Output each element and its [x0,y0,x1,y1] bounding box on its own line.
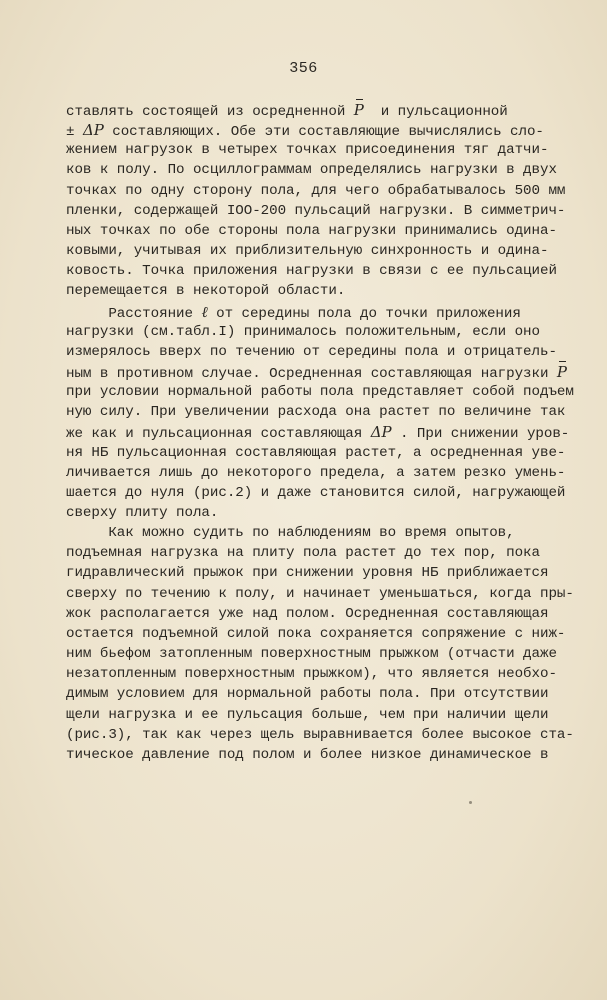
text-line [66,221,557,241]
text-line [66,241,548,261]
text-run: ним бьефом затопленным поверхностным прыжком (отчасти даже [66,646,557,663]
text-run: же как и пульсационная составляющая [66,426,371,443]
text-run: при условии нормальной работы пола представляет собой подъем [66,384,574,401]
text-line [66,362,567,384]
text-line [66,604,548,624]
text-line [66,463,565,483]
text-run: димым условием для нормальной работы пола. При отсутствии [66,686,549,703]
text-line [66,322,540,342]
text-line [66,624,565,644]
text-line [66,483,565,503]
text-line [66,302,521,324]
text-run: ков к полу. По осциллограммам определялись нагрузки в двух [66,162,557,179]
text-line [66,745,548,765]
text-run: сверху по течению к полу, и начинает уменьшаться, когда пры- [66,585,574,602]
text-run: ковость. Точка приложения нагрузки в связи с ее пульсацией [66,263,557,280]
math-symbol: ℓ [201,302,208,321]
text-line [66,100,508,122]
text-run: и пульсационной [363,104,508,120]
page-number: 356 [289,60,318,77]
text-run: ных точках по обе стороны пола нагрузки принимались одина- [66,222,557,239]
text-run: измерялось вверх по течению от середины пола и отрицатель- [66,343,557,360]
text-run: жением нагрузок в четырех точках присоединения тяг датчи- [66,142,549,159]
text-line [66,281,345,301]
text-run: щели нагрузка и ее пульсация больше, чем при наличии щели [66,706,549,723]
text-run: ± [66,124,83,141]
text-line [66,342,557,362]
text-run: подъемная нагрузка на плиту пола растет до тех пор, пока [66,545,540,562]
text-run: точках по одну сторону пола, для чего обрабатывалось 500 мм [66,182,566,199]
text-run: шается до нуля (рис.2) и даже становится силой, нагружающей [66,484,566,501]
text-line [66,725,574,745]
text-line [66,523,515,543]
text-run: незатопленным поверхностным прыжком), что является необхо- [66,666,557,683]
text-run: от середины пола до точки приложения [207,305,521,322]
text-line [66,664,557,684]
text-run: ставлять состоящей из осредненной [66,104,354,120]
text-run: Расстояние [66,305,202,322]
text-line [66,705,548,725]
text-run: остается подъемной силой пока сохраняется сопряжение с ниж- [66,625,566,642]
text-line [66,644,557,664]
text-line [66,382,574,402]
text-run: составляющих. Обе эти составляющие вычислялись сло- [103,124,544,141]
text-line [66,201,565,221]
text-line [66,443,565,463]
text-run: . При снижении уров- [391,426,570,443]
text-run: Как можно судить по наблюдениям во время опытов, [66,525,515,542]
text-run: ня НБ пульсационная составляющая растет, а осредненная уве- [66,444,566,461]
text-run: нагрузки (см.табл.I) принималось положительным, если оно [66,323,540,340]
text-line [66,563,548,583]
math-symbol: P [556,362,567,381]
paper-speck [469,801,472,804]
text-line [66,422,569,444]
text-run: тическое давление под полом и более низкое динамическое в [66,746,549,763]
math-symbol: ΔP [82,121,104,140]
text-line [66,584,574,604]
text-line [66,684,548,704]
math-symbol: P [353,101,364,119]
text-run: ным в противном случае. Осредненная составляющая нагрузки [66,365,557,382]
text-line [66,160,557,180]
text-line [66,140,548,160]
text-run: сверху плиту пола. [66,505,219,521]
math-symbol: ΔP [370,423,392,442]
text-run: жок располагается уже над полом. Осредненная составляющая [66,605,549,622]
text-line [66,261,557,281]
text-run: перемещается в некоторой области. [66,283,346,300]
text-run: пленки, содержащей IOO-200 пульсаций нагрузки. В симметрич- [66,202,566,219]
text-run: (рис.3), так как через щель выравнивается более высокое ста- [66,726,574,743]
text-line [66,120,544,142]
text-line [66,543,540,563]
text-line [66,402,565,422]
text-line [66,503,218,523]
text-run: ковыми, учитывая их приблизительную синхронность и одина- [66,243,549,260]
text-line [66,181,565,201]
text-run: ную силу. При увеличении расхода она растет по величине так [66,404,566,421]
text-run: личивается лишь до некоторого предела, а затем резко умень- [66,464,566,481]
text-run: гидравлический прыжок при снижении уровня НБ приближается [66,565,549,582]
